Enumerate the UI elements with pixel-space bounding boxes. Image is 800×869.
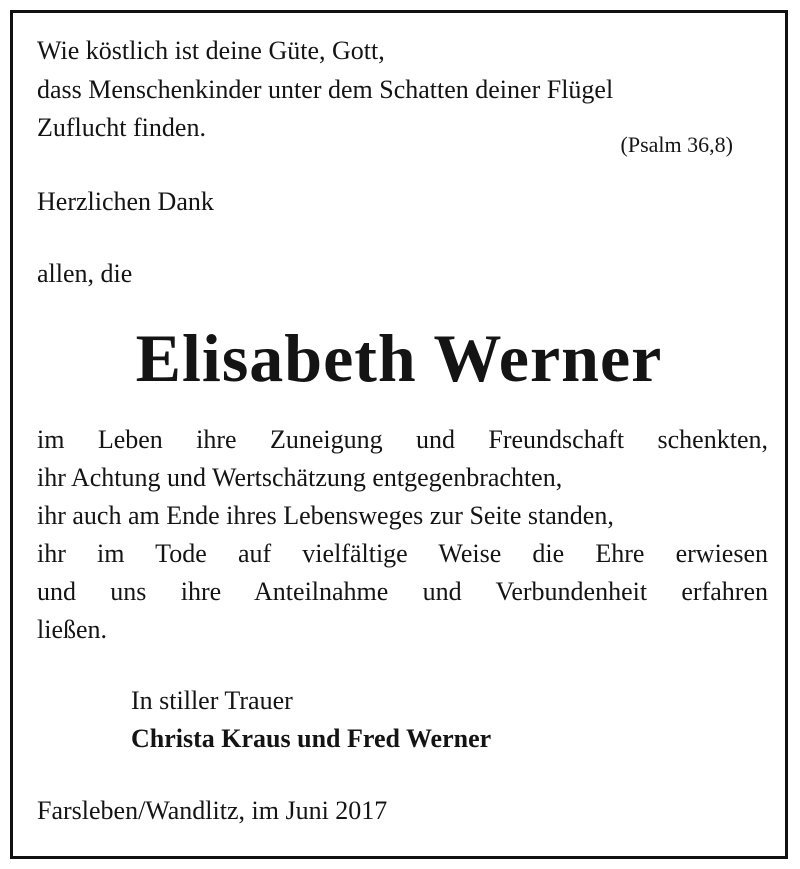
body-line-6: ließen. bbox=[37, 615, 108, 644]
verse-line-1: Wie köstlich ist deine Güte, Gott, bbox=[37, 36, 385, 65]
intro-text: allen, die bbox=[37, 259, 133, 288]
obituary-notice bbox=[10, 10, 788, 859]
body-line-1: im Leben ihre Zuneigung und Freundschaft schenkten, bbox=[37, 425, 768, 454]
mourning-text: In stiller Trauer bbox=[131, 686, 293, 715]
body-line-2: ihr Achtung und Wertschätzung entgegenbrachten, bbox=[37, 463, 563, 492]
body-line-3: ihr auch am Ende ihres Lebensweges zur Seite standen, bbox=[37, 501, 614, 530]
verse-line-2: dass Menschenkinder unter dem Schatten deiner Flügel bbox=[37, 75, 614, 104]
mourners-names: Christa Kraus und Fred Werner bbox=[131, 724, 492, 753]
thanks-heading: Herzlichen Dank bbox=[37, 187, 214, 216]
body-line-4: ihr im Tode auf vielfältige Weise die Ehre erwiesen bbox=[37, 539, 768, 568]
verse-line-3: Zuflucht finden. bbox=[37, 113, 206, 142]
body-line-5: und uns ihre Anteilnahme und Verbundenheit erfahren bbox=[37, 577, 768, 606]
place-date: Farsleben/Wandlitz, im Juni 2017 bbox=[37, 796, 388, 825]
psalm-reference: (Psalm 36,8) bbox=[620, 132, 733, 157]
deceased-name: Elisabeth Werner bbox=[135, 320, 663, 396]
